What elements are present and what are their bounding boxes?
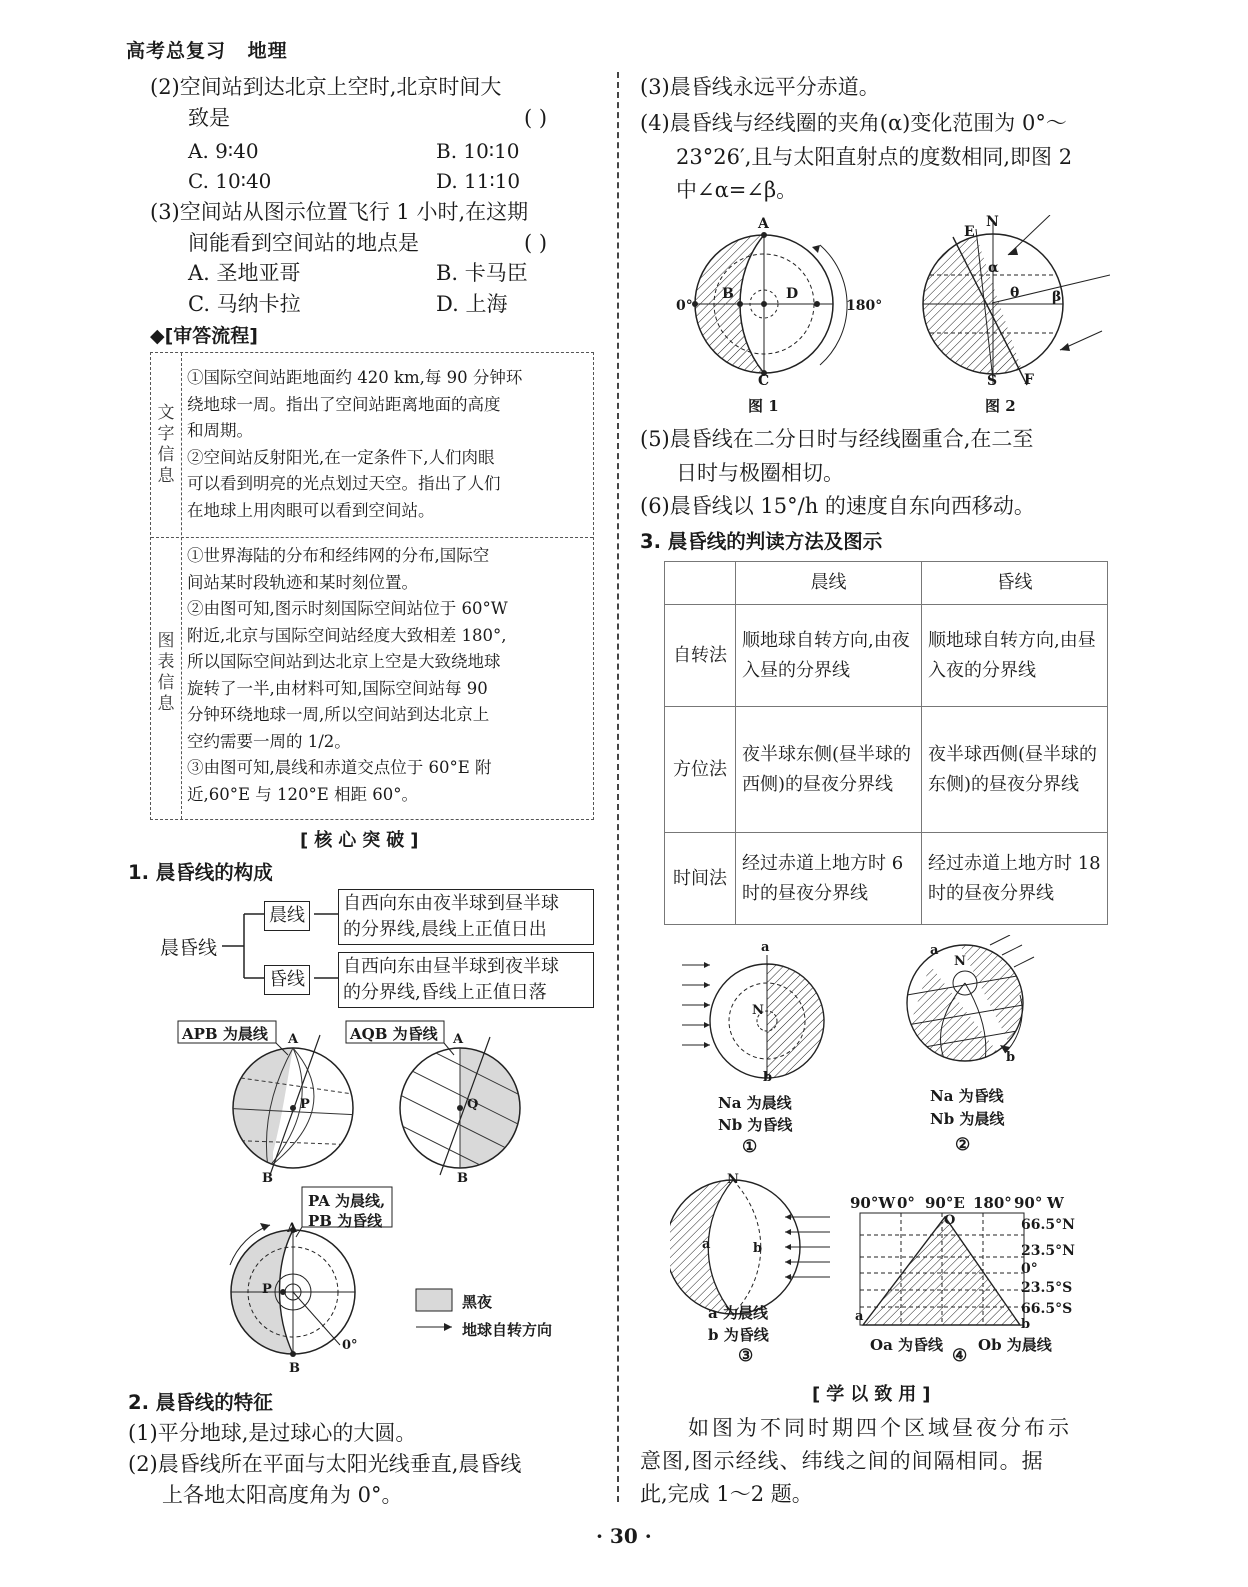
label-b1: B bbox=[262, 1171, 273, 1186]
d4-lat-3: 23.5°S bbox=[1021, 1280, 1073, 1296]
table-cell-morning: 顺地球自转方向,由夜入昼的分界线 bbox=[736, 605, 922, 707]
d4-label-2: Ob 为晨线 bbox=[978, 1336, 1052, 1354]
book-title: 高考总复习 bbox=[126, 40, 227, 62]
apply-line-3: 此,完成 1～2 题。 bbox=[640, 1482, 813, 1506]
table-cell-evening: 夜半球西侧(昼半球的东侧)的昼夜分界线 bbox=[922, 707, 1108, 833]
s2-item-2-cont: 上各地太阳高度角为 0°。 bbox=[162, 1483, 403, 1507]
d4-top-1: 0° bbox=[897, 1194, 915, 1212]
q3-option-c: C. 马纳卡拉 bbox=[188, 292, 301, 316]
flow-text-line: ①国际空间站距地面约 420 km,每 90 分钟环 bbox=[187, 368, 523, 387]
column-divider bbox=[617, 72, 619, 1502]
d4-top-3: 180° bbox=[973, 1194, 1012, 1212]
flow-title: ◆[审答流程] bbox=[150, 325, 258, 347]
d4-lat-2: 0° bbox=[1021, 1261, 1038, 1277]
d4-lat-4: 66.5°S bbox=[1021, 1301, 1073, 1317]
desc-line: 的分界线,晨线上正值日出 bbox=[343, 919, 547, 940]
r-item-6: (6)晨昏线以 15°/h 的速度自东向西移动。 bbox=[640, 494, 1035, 518]
table-head-evening: 昏线 bbox=[922, 562, 1108, 605]
f2-theta: θ bbox=[1010, 285, 1020, 301]
f2-s: S bbox=[987, 373, 998, 389]
diagram-3 bbox=[670, 1180, 830, 1314]
flow-text-line: 分钟环绕地球一周,所以空间站到达北京上 bbox=[187, 705, 490, 724]
f1-a: A bbox=[758, 216, 769, 232]
flow-chart-info bbox=[187, 543, 587, 808]
d1-num: ① bbox=[742, 1137, 758, 1157]
table-cell-evening: 经过赤道上地方时 18 时的昼夜分界线 bbox=[922, 833, 1108, 925]
table-row-head: 时间法 bbox=[665, 833, 736, 925]
running-header bbox=[126, 36, 302, 63]
d4-top-4: 90° bbox=[1014, 1194, 1043, 1212]
legend-rotation: 地球自转方向 bbox=[462, 1321, 553, 1339]
f1-b: B bbox=[722, 286, 734, 302]
d4-top-2: 90°E bbox=[925, 1194, 965, 1212]
r-item-5-cont: 日时与极圈相切。 bbox=[676, 461, 844, 485]
globe-aqb bbox=[346, 1021, 520, 1185]
table-row-head: 自转法 bbox=[665, 605, 736, 707]
section-2-title: 2. 晨昏线的特征 bbox=[128, 1391, 273, 1414]
r-item-5: (5)晨昏线在二分日时与经线圈重合,在二至 bbox=[640, 427, 1034, 451]
q2-stem-line2: 致是 bbox=[188, 106, 230, 130]
diagram-4 bbox=[860, 1213, 1024, 1325]
d1-b: b bbox=[763, 1070, 773, 1085]
flow-text-line: 近,60°E 与 120°E 相距 60°。 bbox=[187, 784, 419, 804]
subject: 地理 bbox=[247, 40, 288, 62]
legend-night-swatch bbox=[416, 1289, 452, 1311]
q2-option-b: B. 10∶10 bbox=[436, 139, 520, 163]
flow-label-chart-info: 图表信息 bbox=[157, 631, 175, 714]
flow-box bbox=[150, 352, 594, 820]
figure-2 bbox=[911, 215, 1110, 394]
d4-top-0: 90°W bbox=[850, 1194, 896, 1212]
d1-label-2: Nb 为昏线 bbox=[718, 1116, 793, 1134]
flow-text-line: ①世界海陆的分布和经纬网的分布,国际空 bbox=[187, 546, 490, 565]
q3-stem-line2: 间能看到空间站的地点是 bbox=[188, 231, 419, 255]
f2-n: N bbox=[986, 214, 999, 230]
d4-lat-0: 66.5°N bbox=[1021, 1217, 1075, 1233]
label-zero: 0° bbox=[342, 1338, 358, 1353]
f1-left: 0° bbox=[676, 298, 693, 314]
label-pa: PA 为晨线, bbox=[308, 1192, 386, 1210]
q2-answer-paren: ( ) bbox=[524, 106, 548, 130]
s2-item-1: (1)平分地球,是过球心的大圆。 bbox=[128, 1421, 417, 1445]
label-b3: B bbox=[289, 1361, 300, 1376]
flow-text-line: ②空间站反射阳光,在一定条件下,人们肉眼 bbox=[187, 447, 495, 467]
tree-evening-box: 昏线 bbox=[264, 965, 310, 995]
tree-root: 晨昏线 bbox=[160, 937, 218, 959]
d1-label-1: Na 为晨线 bbox=[718, 1094, 792, 1112]
q2-option-c: C. 10∶40 bbox=[188, 169, 272, 193]
table-row bbox=[665, 605, 1108, 707]
table-cell-evening: 顺地球自转方向,由昼入夜的分界线 bbox=[922, 605, 1108, 707]
d3-a: a bbox=[702, 1237, 711, 1252]
flow-text-line: ③由图可知,晨线和赤道交点位于 60°E 附 bbox=[187, 758, 492, 777]
r-item-3: (3)晨昏线永远平分赤道。 bbox=[640, 75, 880, 99]
diagram-2 bbox=[907, 935, 1034, 1066]
f2-beta: β bbox=[1052, 289, 1062, 305]
f1-right: 180° bbox=[846, 298, 883, 314]
table-cell-morning: 夜半球东侧(昼半球的西侧)的昼夜分界线 bbox=[736, 707, 922, 833]
apply-line-2: 意图,图示经线、纬线之间的间隔相同。据 bbox=[640, 1449, 1044, 1473]
q2-option-a: A. 9∶40 bbox=[188, 139, 259, 163]
f2-alpha: α bbox=[988, 260, 999, 276]
q3-option-b: B. 卡马臣 bbox=[436, 261, 528, 285]
f1-d: D bbox=[786, 286, 799, 302]
d3-label-1: a 为晨线 bbox=[708, 1304, 768, 1322]
r-item-4-cont1: 23°26′,且与太阳直射点的度数相同,即图 2 bbox=[676, 145, 1073, 169]
f1-caption: 图 1 bbox=[748, 397, 779, 415]
f2-caption: 图 2 bbox=[985, 397, 1016, 415]
flow-text-line: 空约需要一周的 1/2。 bbox=[187, 731, 351, 751]
section-3-title: 3. 晨昏线的判读方法及图示 bbox=[640, 530, 883, 553]
flow-text-line: 旋转了一半,由材料可知,国际空间站每 90 bbox=[187, 678, 488, 698]
d3-label-2: b 为昏线 bbox=[708, 1326, 769, 1344]
d4-top-5: W bbox=[1047, 1194, 1064, 1212]
d3-n: N bbox=[727, 1172, 739, 1187]
label-a3: A bbox=[287, 1221, 298, 1236]
q3-answer-paren: ( ) bbox=[524, 231, 548, 255]
flow-text-line: ②由图可知,图示时刻国际空间站位于 60°W bbox=[187, 599, 508, 618]
flow-text-line: 和周期。 bbox=[187, 421, 253, 440]
flow-text-line: 绕地球一周。指出了空间站距离地面的高度 bbox=[187, 394, 501, 414]
f1-c: C bbox=[758, 373, 770, 389]
d4-o: O bbox=[944, 1213, 956, 1228]
apply-line-1: 如图为不同时期四个区域昼夜分布示 bbox=[688, 1416, 1072, 1440]
globe-apb bbox=[178, 1021, 360, 1175]
d3-num: ③ bbox=[738, 1346, 754, 1366]
d4-lat-1: 23.5°N bbox=[1021, 1243, 1075, 1259]
f2-f: F bbox=[1024, 372, 1034, 388]
label-apb: APB 为晨线 bbox=[182, 1025, 268, 1043]
judgment-table bbox=[664, 561, 1108, 925]
section-1-title: 1. 晨昏线的构成 bbox=[128, 861, 273, 884]
label-b2: B bbox=[457, 1171, 468, 1186]
label-pb: PB 为昏线 bbox=[308, 1212, 383, 1230]
table-header-row bbox=[665, 562, 1108, 605]
apply-title: [学以致用] bbox=[812, 1384, 937, 1405]
d2-a: a bbox=[930, 943, 939, 958]
d3-b: b bbox=[753, 1241, 763, 1256]
label-a1: A bbox=[288, 1032, 299, 1047]
f2-e: E bbox=[964, 224, 975, 240]
tree-morning-box: 晨线 bbox=[264, 901, 310, 931]
figure-1 bbox=[692, 232, 847, 376]
d2-b: b bbox=[1006, 1050, 1016, 1065]
flow-vertical-rule bbox=[181, 353, 182, 819]
label-q: Q bbox=[467, 1097, 479, 1112]
legend-night: 黑夜 bbox=[462, 1293, 493, 1311]
tree-morning-desc bbox=[338, 889, 594, 945]
label-p2: P bbox=[262, 1282, 272, 1297]
q3-option-a: A. 圣地亚哥 bbox=[188, 261, 301, 285]
label-aqb: AQB 为昏线 bbox=[350, 1025, 438, 1043]
q3-stem-line1: (3)空间站从图示位置飞行 1 小时,在这期 bbox=[150, 200, 529, 224]
desc-line: 自西向东由夜半球到昼半球 bbox=[343, 893, 559, 914]
r-item-4: (4)晨昏线与经线圈的夹角(α)变化范围为 0°～ bbox=[640, 111, 1067, 135]
d4-a: a bbox=[855, 1309, 864, 1324]
q2-stem-line1: (2)空间站到达北京上空时,北京时间大 bbox=[150, 75, 502, 99]
core-breakthrough-title: [核心突破] bbox=[300, 830, 425, 851]
d2-num: ② bbox=[955, 1135, 971, 1155]
table-cell-morning: 经过赤道上地方时 6 时的昼夜分界线 bbox=[736, 833, 922, 925]
flow-text-info bbox=[187, 365, 587, 524]
table-row-head: 方位法 bbox=[665, 707, 736, 833]
flow-text-line: 间站某时段轨迹和某时刻位置。 bbox=[187, 572, 418, 592]
r-item-4-cont2: 中∠α=∠β。 bbox=[676, 178, 798, 202]
tree-evening-desc bbox=[338, 952, 594, 1008]
label-a2: A bbox=[453, 1032, 464, 1047]
flow-text-line: 在地球上用肉眼可以看到空间站。 bbox=[187, 500, 435, 520]
figures-1-2 bbox=[670, 215, 1110, 420]
page-number: · 30 · bbox=[596, 1524, 652, 1548]
flow-label-text-info: 文字信息 bbox=[157, 403, 175, 486]
d1-a: a bbox=[761, 940, 770, 955]
flow-text-line: 所以国际空间站到达北京上空是大致绕地球 bbox=[187, 652, 501, 671]
s2-item-2: (2)晨昏线所在平面与太阳光线垂直,晨昏线 bbox=[128, 1452, 522, 1476]
table-head-morning: 晨线 bbox=[736, 562, 922, 605]
table-row bbox=[665, 833, 1108, 925]
desc-line: 的分界线,昏线上正值日落 bbox=[343, 982, 547, 1003]
d2-n: N bbox=[954, 954, 966, 969]
flow-text-line: 附近,北京与国际空间站经度大致相差 180°, bbox=[187, 625, 507, 645]
d4-num: ④ bbox=[952, 1346, 968, 1366]
d4-label-1: Oa 为昏线 bbox=[870, 1336, 944, 1354]
desc-line: 自西向东由昼半球到夜半球 bbox=[343, 956, 559, 977]
q3-option-d: D. 上海 bbox=[436, 292, 508, 316]
flow-horizontal-rule bbox=[151, 537, 593, 538]
label-p: P bbox=[300, 1097, 310, 1112]
q2-option-d: D. 11∶10 bbox=[436, 169, 521, 193]
d1-n: N bbox=[752, 1003, 764, 1018]
d2-label-2: Nb 为晨线 bbox=[930, 1110, 1005, 1128]
table-row bbox=[665, 707, 1108, 833]
flow-text-line: 可以看到明亮的光点划过天空。指出了人们 bbox=[187, 474, 501, 493]
table-corner bbox=[665, 562, 736, 605]
d4-b: b bbox=[1021, 1317, 1031, 1332]
d2-label-1: Na 为昏线 bbox=[930, 1087, 1004, 1105]
